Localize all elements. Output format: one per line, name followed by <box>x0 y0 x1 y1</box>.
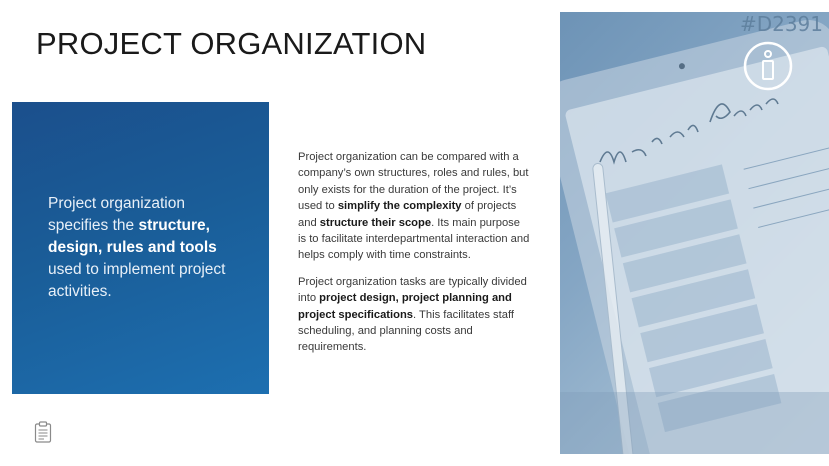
info-icon[interactable] <box>742 40 794 92</box>
slide-tag: #D2391 <box>739 12 823 36</box>
body-paragraph-2: Project organization tasks are typically divided into project design, project planning and project specifications. This facilitates staff scheduling, and planning costs and requirements. <box>298 275 527 354</box>
callout-bold: structure, design, rules and tools <box>48 217 217 256</box>
body-text <box>298 149 530 366</box>
clipboard-icon[interactable] <box>34 421 52 443</box>
slide-title: PROJECT ORGANIZATION <box>36 26 427 61</box>
callout-text: Project organization specifies the structure, design, rules and tools used to implement project activities. <box>48 195 226 300</box>
body-paragraph-1: Project organization can be compared with a company’s own structures, roles and rules, but only exists for the duration of the project. It’s used to simplify the complexity of projects and structure their scope. Its main purpose is to facilitate interdepartmental interaction and helps comply with time constraints. <box>298 151 530 262</box>
callout-box <box>12 102 269 394</box>
